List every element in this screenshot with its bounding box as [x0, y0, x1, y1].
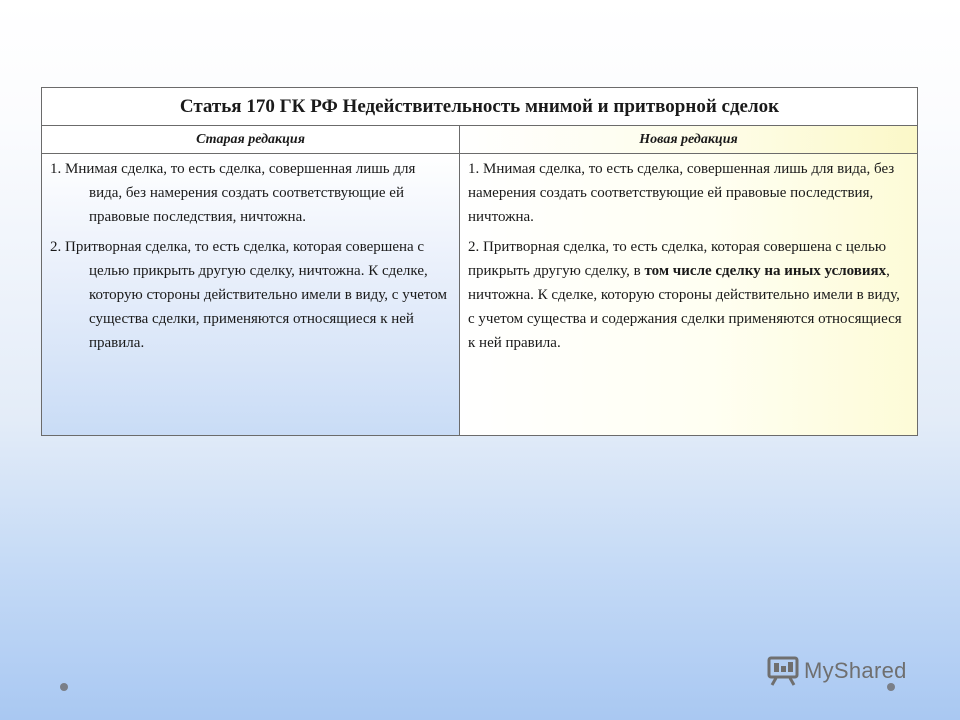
- column-header-new: Новая редакция: [460, 126, 917, 153]
- old-version-cell: [42, 154, 460, 435]
- table-body-row: [42, 154, 917, 435]
- new-paragraph-1: 1. Мнимая сделка, то есть сделка, совершенная лишь для вида, без намерения создать соответствующие ей правовые последствия, ничтожна.: [468, 161, 895, 225]
- article-table: [41, 87, 918, 436]
- new-paragraph-2-highlight: том числе сделку на иных условиях: [644, 263, 887, 279]
- presentation-board-icon: [766, 656, 800, 686]
- old-paragraph-2: 2. Притворная сделка, то есть сделка, которая совершена с целью прикрыть другую сделку, ничтожна. К сделке, которую стороны действительно имели в виду, с учетом существа сделки, применяются относящиеся к ней правила.: [50, 239, 447, 351]
- new-paragraph-2: [468, 235, 909, 355]
- left-dot: [60, 683, 68, 691]
- table-title: Статья 170 ГК РФ Недействительность мнимой и притворной сделок: [42, 88, 917, 126]
- watermark-text: MyShared: [804, 658, 907, 683]
- watermark-logo: [766, 656, 907, 686]
- old-paragraph-1: 1. Мнимая сделка, то есть сделка, совершенная лишь для вида, без намерения создать соответствующие ей правовые последствия, ничтожна.: [50, 161, 416, 225]
- new-version-cell: [460, 154, 917, 435]
- table-header-row: [42, 126, 917, 154]
- new-paragraph-2-end: , ничтожна. К сделке, которую стороны действительно имели в виду, с учетом существа и содержания сделки применяются относящиеся к ней правила.: [468, 263, 902, 351]
- new-paragraph-2-start: 2. Притворная сделка, то есть сделка, которая совершена с целью прикрыть другую сделку, в: [468, 239, 887, 279]
- column-header-old: Старая редакция: [42, 126, 460, 153]
